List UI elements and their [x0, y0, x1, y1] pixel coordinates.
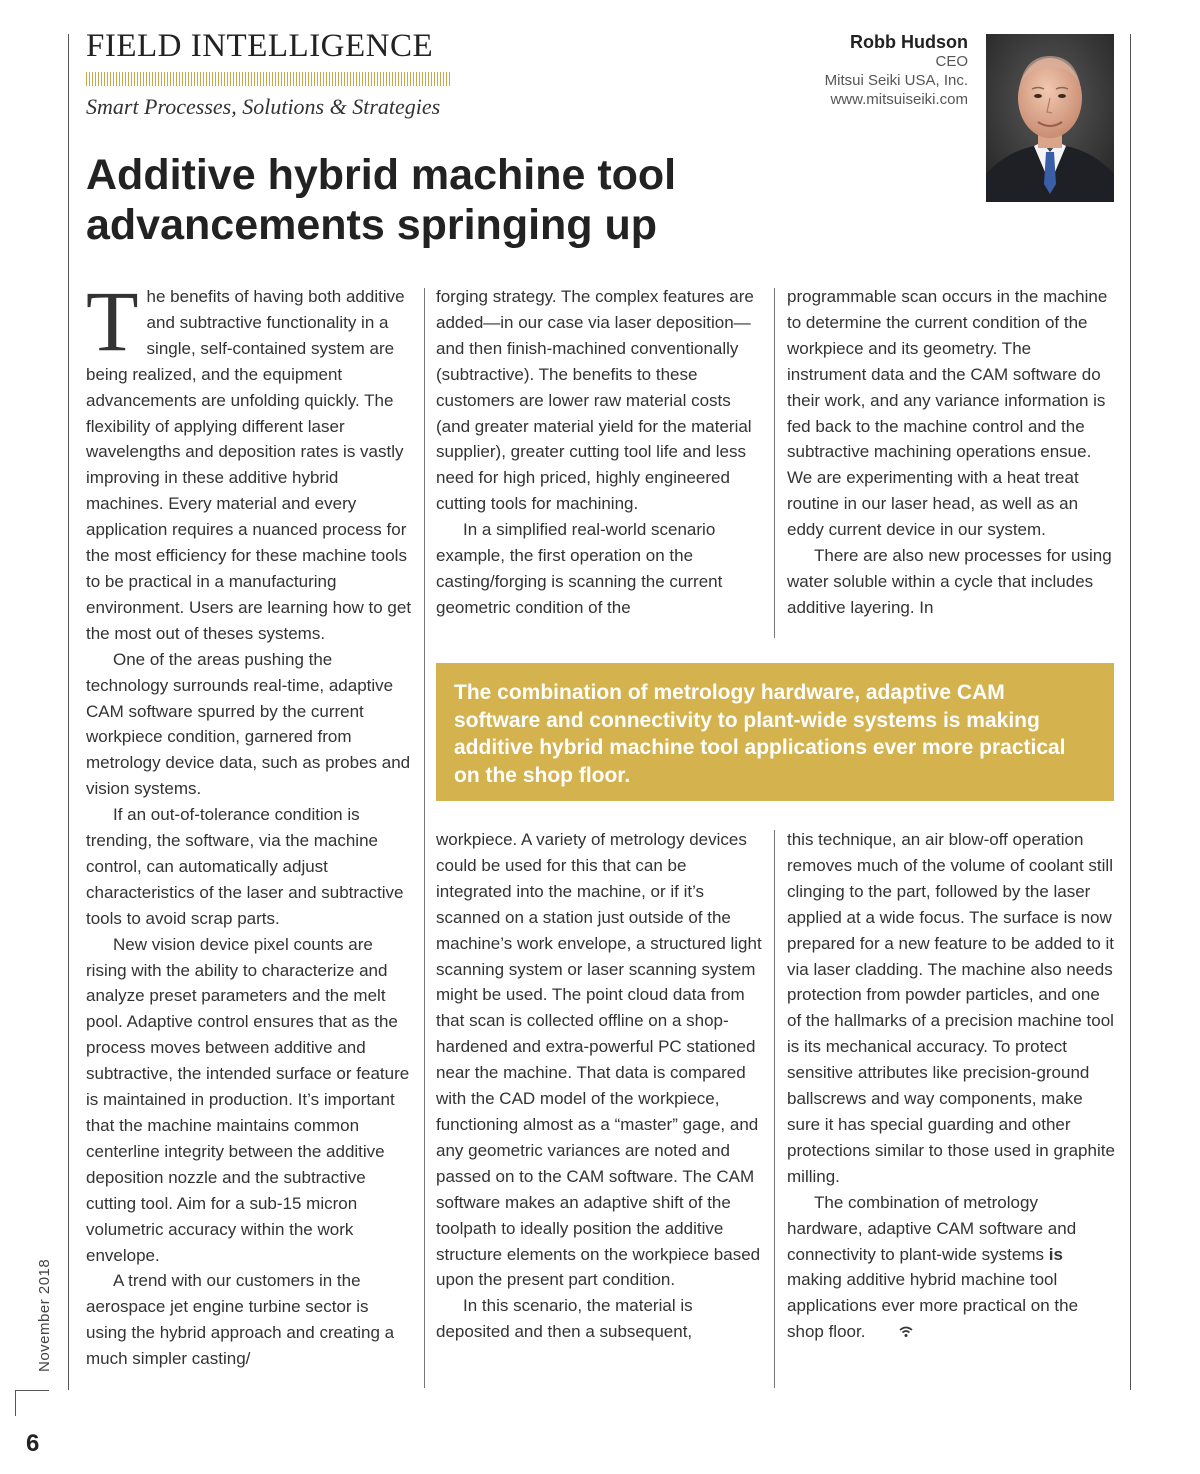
headline-line-1: Additive hybrid machine tool [86, 151, 677, 199]
author-portrait [986, 34, 1114, 202]
footer-rule [15, 1390, 49, 1391]
footer-rule-vertical [15, 1390, 16, 1416]
column-divider [424, 288, 425, 1388]
paragraph: If an out-of-tolerance condition is trending, the software, via the machine control, can automatically adjust characteristics of the laser and subtractive tools to avoid scrap parts. [86, 805, 404, 928]
paragraph: workpiece. A variety of metrology devices could be used for this that can be integrated into the machine, or if it’s scanned on a station just outside of the machine’s work envelope, a structured light scanning system or laser scanning system might be used. The point cloud data from that scan is collected offline on a shop-hardened and extra-powerful PC stationed near the machine. That data is compared with the CAD model of the workpiece, functioning almost as a “master” gage, and any geometric variances are noted and passed on to the CAM software. The CAM software makes an adaptive shift of the toolpath to ideally position the additive structure elements on the workpiece based upon the present part condition. [436, 830, 762, 1290]
page-number: 6 [26, 1430, 40, 1457]
paragraph: forging strategy. The complex features are added—in our case via laser deposition—and then finish-machined conventionally (subtractive). The benefits to these customers are lower raw material costs (and greater material yield for the material supplier), greater cutting tool life and less need for high priced, highly engineered cutting tools for machining. [436, 287, 754, 514]
paragraph: A trend with our customers in the aerospace jet engine turbine sector is using the hybrid approach and creating a much simpler casting/ [86, 1271, 395, 1369]
author-title: CEO [935, 53, 968, 70]
paragraph: this technique, an air blow-off operation removes much of the volume of coolant still clinging to the part, followed by the laser applied at a wide focus. The surface is now prepared for a new feature to be added to it via laser cladding. The machine also needs protection from powder particles, and one of the hallmarks of a precision machine tool is its mechanical accuracy. To protect sensitive attributes like precision-ground ballscrews and way components, make sure it has special guarding and other protections similar to those used in graphite milling. [787, 830, 1115, 1186]
article-column-1 [86, 273, 412, 1372]
author-company: Mitsui Seiki USA, Inc. [824, 72, 968, 89]
closing-paragraph: The combination of metrology hardware, adaptive CAM software and connectivity to plant-wide systems is making additive hybrid machine tool applications ever more practical on the shop floor. [787, 1190, 1115, 1346]
drop-cap: T [86, 273, 139, 369]
article-headline [86, 150, 846, 250]
department-tagline: Smart Processes, Solutions & Strategies [86, 94, 441, 119]
paragraph: New vision device pixel counts are rising with the ability to characterize and analyze preset parameters and the melt pool. Adaptive control ensures that as the process moves between additive and subtractive, the intended surface or feature is maintained in production. It’s important that the machine maintains common centerline integrity between the additive deposition nozzle and the subtractive cutting tool. Aim for a sub-15 micron volumetric accuracy within the work envelope. [86, 934, 410, 1265]
pull-quote-text: The combination of metrology hardware, adaptive CAM software and connectivity to plant-wide systems is making additive hybrid machine tool applications ever more practical on the shop floor. [454, 681, 1066, 787]
column-divider [774, 830, 775, 1388]
wifi-end-mark-icon [872, 1320, 913, 1346]
paragraph: The benefits of having both additive and subtractive functionality in a single, self-contained system are being realized, and the equipment advancements are unfolding quickly. The flexibility of applying different laser wavelengths and deposition rates is vastly improving in these additive hybrid machines. Every material and every application requires a nuanced process for the most efficiency for these machine tools to be practical in a manufacturing environment. Users are learning how to get the most out of theses systems. [86, 273, 412, 643]
column-divider [774, 288, 775, 638]
department-title: FIELD INTELLIGENCE [86, 28, 434, 64]
right-border-rule [1130, 34, 1131, 1390]
paragraph: In a simplified real-world scenario example, the first operation on the casting/forging is scanning the current geometric condition of the [436, 520, 723, 617]
article-column-3-top [787, 284, 1115, 621]
pull-quote [436, 663, 1114, 801]
paragraph: One of the areas pushing the technology surrounds real-time, adaptive CAM software spurred by the current workpiece condition, garnered from metrology device data, such as probes and vision systems. [86, 649, 411, 799]
paragraph: In this scenario, the material is deposited and then a subsequent, [436, 1296, 693, 1342]
article-column-3-bottom [787, 827, 1115, 1346]
article-column-2-bottom [436, 827, 764, 1345]
headline-line-2: advancements springing up [86, 201, 658, 249]
paragraph: programmable scan occurs in the machine to determine the current condition of the workpiece and its geometry. The instrument data and the CAM software do their work, and any variance information is fed back to the machine control and the subtractive machining operations ensue. We are experimenting with a heat treat routine in our laser head, as well as an eddy current device in our system. [787, 287, 1108, 540]
author-name: Robb Hudson [850, 32, 968, 52]
author-website[interactable]: www.mitsuiseiki.com [830, 91, 968, 108]
article-column-2-top [436, 284, 762, 621]
left-border-rule [68, 34, 69, 1390]
department-stripe [86, 72, 450, 86]
issue-date: November 2018 [36, 1258, 53, 1372]
paragraph: There are also new processes for using water soluble within a cycle that includes additive layering. In [787, 546, 1112, 617]
